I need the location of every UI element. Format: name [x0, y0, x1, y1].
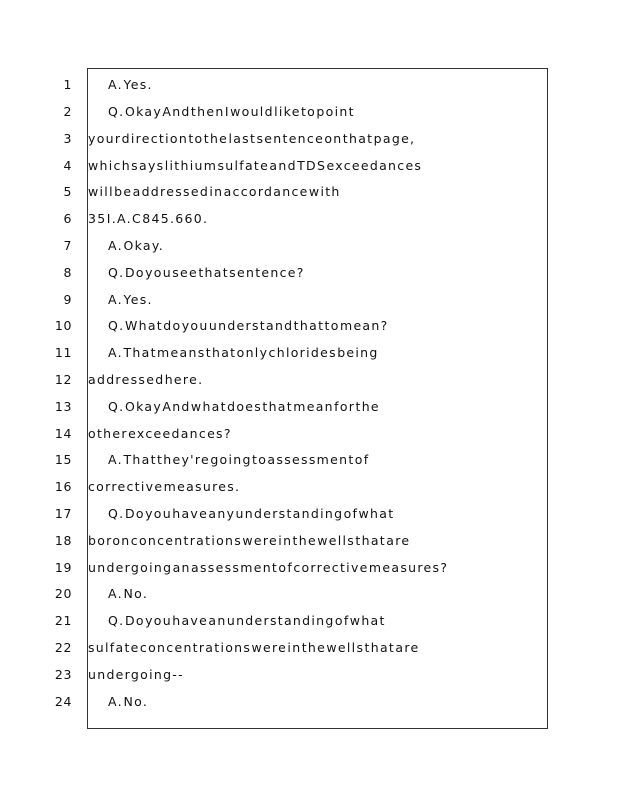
line-number: 21 — [54, 613, 72, 628]
transcript-line — [0, 263, 618, 283]
line-text: A. No. — [108, 586, 149, 601]
line-text: Q. Do you see that sentence? — [108, 265, 305, 280]
line-number: 18 — [54, 533, 72, 548]
transcript-line — [0, 75, 618, 95]
line-number: 14 — [54, 426, 72, 441]
transcript-line — [0, 450, 618, 470]
line-text: will be addressed in accordance with — [88, 184, 341, 199]
line-text: A. That means that only chlorides being — [108, 345, 379, 360]
line-number: 11 — [54, 345, 72, 360]
line-text: your direction to the last sentence on that page, — [88, 131, 416, 146]
transcript-line — [0, 531, 618, 551]
line-number: 5 — [63, 184, 72, 199]
line-number: 8 — [63, 265, 72, 280]
line-text: A. Yes. — [108, 292, 153, 307]
transcript-line — [0, 370, 618, 390]
transcript-line — [0, 558, 618, 578]
line-text: A. Yes. — [108, 77, 153, 92]
line-text: undergoing an assessment of corrective measures? — [88, 560, 449, 575]
transcript-line — [0, 477, 618, 497]
transcript-line — [0, 397, 618, 417]
line-text: A. Okay. — [108, 238, 165, 253]
line-text: undergoing-- — [88, 667, 184, 682]
line-text: other exceedances? — [88, 426, 232, 441]
transcript-line — [0, 692, 618, 712]
line-number: 7 — [63, 238, 72, 253]
transcript-line — [0, 343, 618, 363]
transcript-line — [0, 316, 618, 336]
line-number: 1 — [63, 77, 72, 92]
line-text: A. No. — [108, 694, 149, 709]
line-text: Q. Do you have any understanding of what — [108, 506, 395, 521]
line-text: Q. Okay And what does that mean for the — [108, 399, 380, 414]
line-number: 24 — [54, 694, 72, 709]
line-number: 16 — [54, 479, 72, 494]
transcript-line — [0, 236, 618, 256]
transcript-line — [0, 182, 618, 202]
transcript-line — [0, 209, 618, 229]
line-number: 23 — [54, 667, 72, 682]
line-text: Q. Okay And then I would like to point — [108, 104, 355, 119]
line-number: 19 — [54, 560, 72, 575]
transcript-line — [0, 424, 618, 444]
line-text: Q. What do you understand that to mean? — [108, 318, 389, 333]
line-number: 9 — [63, 292, 72, 307]
line-number: 6 — [63, 211, 72, 226]
transcript-line — [0, 611, 618, 631]
line-text: A. That they're going to assessment of — [108, 452, 370, 467]
line-text: Q. Do you have an understanding of what — [108, 613, 386, 628]
line-text: 35 I.A.C 845.660. — [88, 211, 209, 226]
transcript-line — [0, 290, 618, 310]
transcript-line — [0, 584, 618, 604]
line-number: 3 — [63, 131, 72, 146]
transcript-line — [0, 504, 618, 524]
line-text: corrective measures. — [88, 479, 241, 494]
line-text: which says lithium sulfate and TDS exceedances — [88, 158, 423, 173]
transcript-line — [0, 129, 618, 149]
transcript-line — [0, 638, 618, 658]
transcript-line — [0, 102, 618, 122]
line-number: 17 — [54, 506, 72, 521]
line-number: 12 — [54, 372, 72, 387]
line-number: 15 — [54, 452, 72, 467]
line-number: 4 — [63, 158, 72, 173]
line-text: sulfate concentrations were in the wells that are — [88, 640, 420, 655]
line-text: boron concentrations were in the wells that are — [88, 533, 411, 548]
line-number: 20 — [54, 586, 72, 601]
transcript-line — [0, 156, 618, 176]
line-number: 13 — [54, 399, 72, 414]
transcript-line — [0, 665, 618, 685]
line-number: 22 — [54, 640, 72, 655]
line-text: addressed here. — [88, 372, 204, 387]
line-number: 2 — [63, 104, 72, 119]
line-number: 10 — [54, 318, 72, 333]
